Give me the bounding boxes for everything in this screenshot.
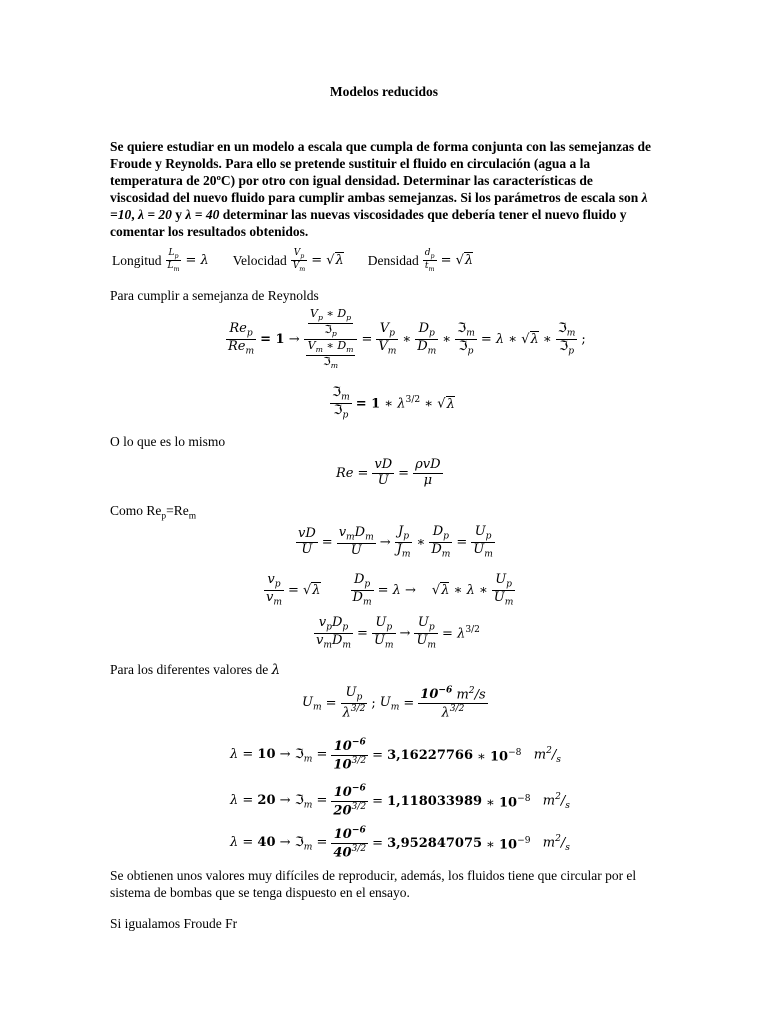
como-text: Como $Re_p=Re_m$ <box>110 503 197 522</box>
result-lambda: λ = 40 → ℑ$_m$ = <box>230 834 328 853</box>
result-lambda-value: 20 <box>257 792 276 808</box>
result-equation <box>228 738 563 774</box>
result-exponent: −8 <box>517 793 531 804</box>
result-numerator: $10^{-6}$ <box>331 826 368 844</box>
reynolds-heading: Para cumplir a semejanza de Reynolds <box>110 288 319 303</box>
como-eq-label: =Re <box>166 503 189 518</box>
result-unit: $m^2/_s$ <box>534 834 570 854</box>
result-equation <box>228 826 572 862</box>
reynolds-equality-2: $\frac{v_p}{v_m}$ = √λ $\frac{D_p}{D_m}$ = λ → √λ ∗ λ ∗ $\frac{U_p}{U_m}$ <box>266 572 514 608</box>
statement-part2: determinar las nuevas viscosidades que debería tener el nuevo fluido y comentar los resultados obtenidos. <box>110 207 627 239</box>
lambda-40: λ = 40 <box>185 207 220 222</box>
result-fraction <box>331 784 368 820</box>
scale-relations: Longitud $\frac{L_p}{L_m}$ = λ Velocidad $\frac{V_p}{V_m}$ = √λ Densidad $\frac{d_p}{t_m}$ = √λ <box>112 248 474 273</box>
um-equation: $U_m$ = $\frac{U_p}{\lambda^{3/2}}$ ; $U_m$ = $\frac{10^{-6} m^2/s}{\lambda^{3/2}}$ <box>302 685 486 721</box>
lambda-10: λ =10 <box>110 190 648 222</box>
result-denominator: $10^{3/2}$ <box>333 756 367 773</box>
result-exponent: −8 <box>508 747 522 758</box>
diferentes-text: Para los diferentes valores de λ <box>110 662 281 678</box>
reynolds-equation: $\frac{Re_p}{Re_m}$ = 1 → $\frac{\frac{V_p ∗ D_p}{ℑ_p}}{\frac{V_m ∗ D_m}{ℑ_m}}$ = $\frac{V_p}{V_m}$ ∗ $\frac{D_p}{D_m}$ ∗ $\frac{ℑ_m}{ℑ_p}$ = λ ∗ √λ ∗ $\frac{ℑ_m}{ℑ_p}$ ; <box>228 307 586 371</box>
result-fraction <box>331 738 368 774</box>
statement-sep2: y <box>171 207 186 222</box>
result-denominator-base: 20 <box>333 803 352 819</box>
result-denominator-base: 10 <box>333 757 352 773</box>
result-value: 3,952847075 <box>387 836 483 852</box>
result-exponent: −9 <box>517 835 531 846</box>
result-denominator: $40^{3/2}$ <box>333 844 367 861</box>
result-numerator: $10^{-6}$ <box>331 784 368 802</box>
como-label: Como Re <box>110 503 162 518</box>
result-arrow: → ℑ$_m$ = <box>275 746 328 765</box>
result-arrow: → ℑ$_m$ = <box>275 834 328 853</box>
result-denominator-base: 40 <box>333 845 352 861</box>
result-unit: $m^2/_s$ <box>525 746 561 766</box>
result-lambda: λ = 10 → ℑ$_m$ = <box>230 746 328 765</box>
viscosity-ratio-equation: $\frac{ℑ_m}{ℑ_p}$ = 1 ∗ $\lambda^{3/2}$ ∗ √λ <box>332 385 455 421</box>
result-times: ∗ $10^{-8}$ <box>477 747 522 764</box>
document-title: Modelos reducidos <box>329 84 439 99</box>
statement-sep1: , <box>131 207 138 222</box>
result-arrow: → ℑ$_m$ = <box>275 792 328 811</box>
result-equation <box>228 784 572 820</box>
result-unit: $m^2/_s$ <box>534 792 570 812</box>
result-lambda-value: 40 <box>257 834 276 850</box>
conclusion-text: Se obtienen unos valores muy difíciles de reproducir, además, los fluidos tiene que circular por el sistema de bombas que se tenga dispuesto en el ensayo. <box>110 868 637 900</box>
lambda-20: λ = 20 <box>137 207 172 222</box>
longitud-label: Longitud <box>112 252 162 268</box>
result-equals: = <box>372 794 384 810</box>
result-denominator: $20^{3/2}$ <box>333 802 367 819</box>
result-times: ∗ $10^{-9}$ <box>486 835 531 852</box>
result-equals: = <box>372 836 384 852</box>
result-times: ∗ $10^{-8}$ <box>486 793 531 810</box>
reynolds-equality-1: $\frac{vD}{U}$ = $\frac{v_mD_m}{U}$ → $\frac{J_p}{J_m}$ ∗ $\frac{D_p}{D_m}$ = $\frac{U_p}{U_m}$ <box>298 524 493 560</box>
statement-part1: Se quiere estudiar en un modelo a escala que cumpla de forma conjunta con las semejanzas de Froude y Reynolds. Para ello se pretende sustituir el fluido en circulación (agua a la temperatura de 20ºC) por otro con igual densidad. Determinar las características de viscosidad del nuevo fluido para cumplir ambas semejanzas. Si los parámetros de escala son <box>110 139 651 205</box>
result-fraction <box>331 826 368 862</box>
diferentes-label: Para los diferentes valores de <box>110 662 272 677</box>
lo-mismo-text: O lo que es lo mismo <box>110 434 226 449</box>
result-value: 1,118033989 <box>387 794 483 810</box>
densidad-label: Densidad <box>367 252 419 268</box>
result-equals: = <box>372 748 384 764</box>
froude-text: Si igualamos Froude Fr <box>110 916 238 931</box>
result-numerator: $10^{-6}$ <box>331 738 368 756</box>
problem-statement <box>110 138 655 240</box>
result-lambda: λ = 20 → ℑ$_m$ = <box>230 792 328 811</box>
velocidad-label: Velocidad <box>232 252 287 268</box>
reynolds-equality-3: $\frac{v_pD_p}{v_mD_m}$ = $\frac{U_p}{U_m}$ → $\frac{U_p}{U_m}$ = $\lambda^{3/2}$ <box>316 615 480 651</box>
result-value: 3,16227766 <box>387 748 473 764</box>
result-lambda-value: 10 <box>257 746 276 762</box>
reynolds-definition: Re = $\frac{vD}{U}$ = $\frac{\text{ρvD}}{\mu}$ <box>336 457 441 488</box>
